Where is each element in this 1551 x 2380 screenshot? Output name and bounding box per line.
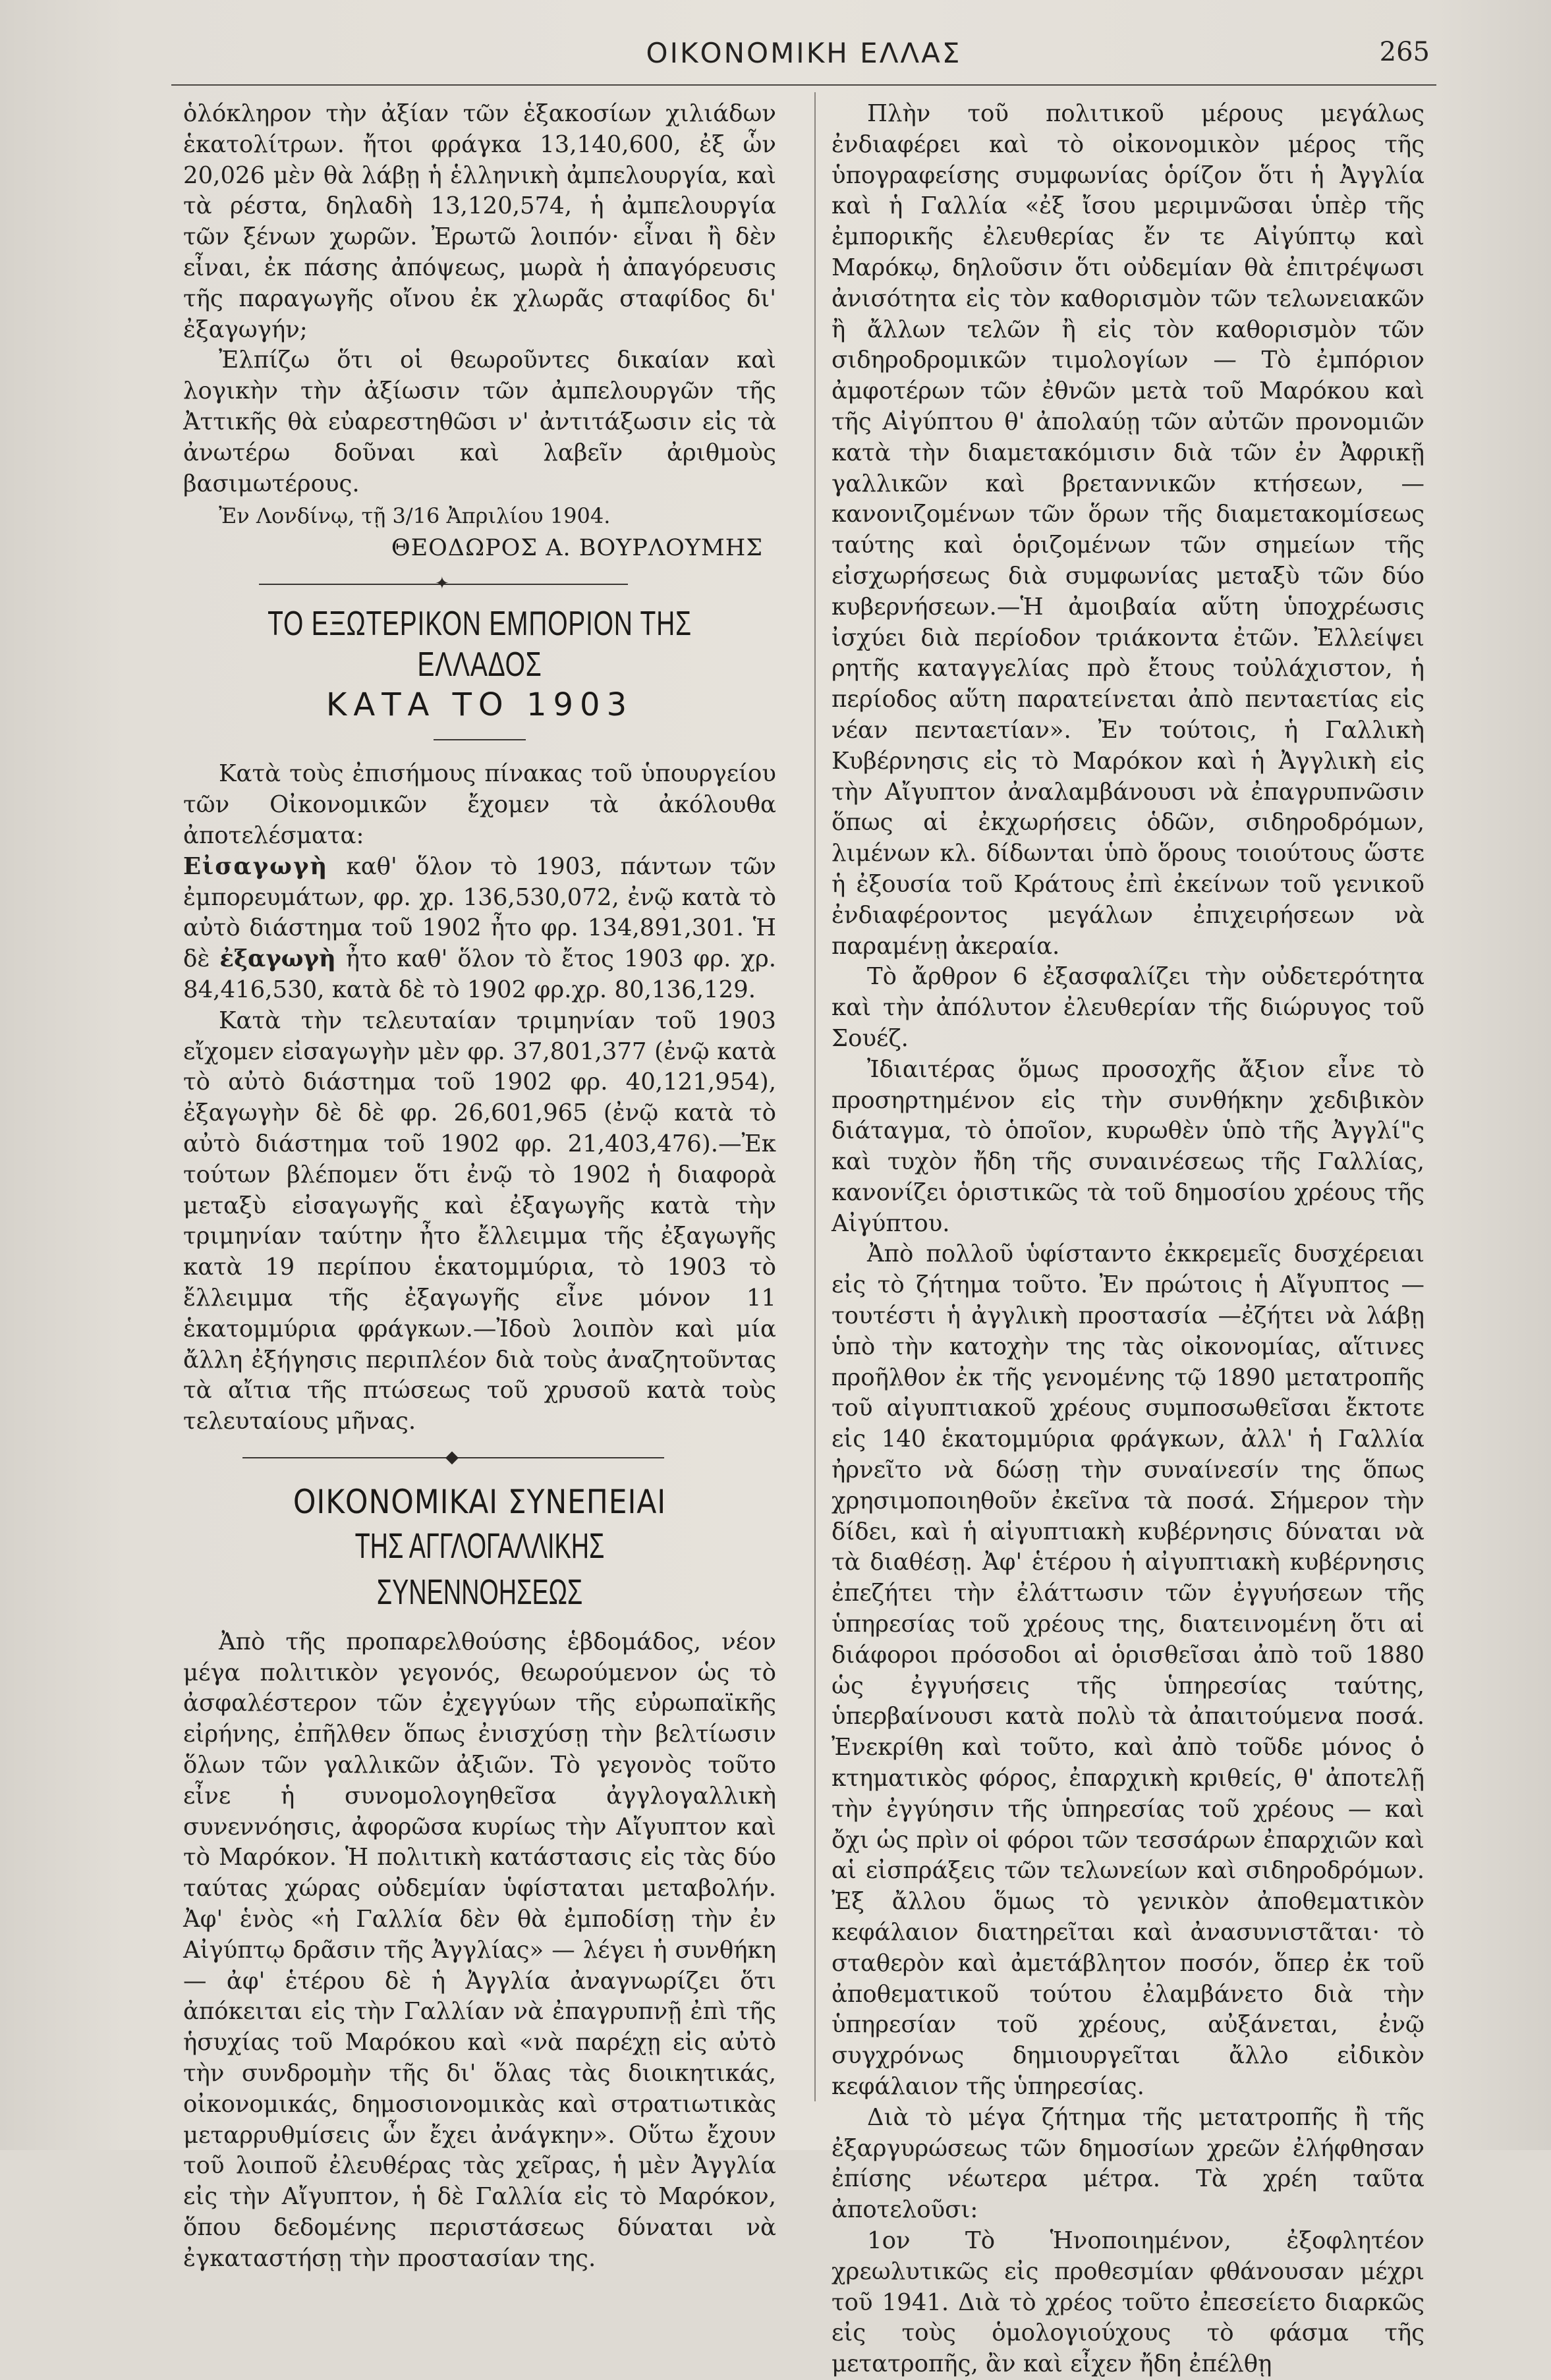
right-paragraph-3: Ἰδιαιτέρας ὅμως προσοχῆς ἄξιον εἶνε τὸ προσηρτημένον εἰς τὴν συνθήκην χεδιβικὸν διάταγμα, τὸ ὁποῖον, κυρωθὲν ὑπὸ τῆς Ἀγγλί"ς καὶ τυχὸν ἤδη τῆς συναινέσεως τῆς Γαλλίας, κανονίζει ὁριστικῶς τὰ τοῦ δημοσίου χρέους τῆς Αἰγύπτου. — [832, 1055, 1424, 1237]
article2-title-line2: ΤΗΣ ΑΓΓΛΟΓΑΛΛΙΚΗΣ ΣΥΝΕΝΝΟΗΣΕΩΣ — [354, 1526, 605, 1612]
right-paragraph-5: Διὰ τὸ μέγα ζήτημα τῆς μετατροπῆς ἢ τῆς ἐξαργυρώσεως τῶν δημοσίων χρεῶν ἐλήφθησαν ἐπίσης νέωτερα μέτρα. Τὰ χρέη ταῦτα ἀποτελοῦσι: — [832, 2103, 1424, 2224]
closing-paragraph: Ἐλπίζω ὅτι οἱ θεωροῦντες δικαίαν καὶ λογικὴν τὴν ἀξίωσιν τῶν ἀμπελουργῶν τῆς Ἀττικῆς θὰ εὐαρεστηθῶσι ν' ἀντιτάξωσιν εἰς τὰ ἀνωτέρω δοῦναι καὶ λαβεῖν ἀριθμοὺς βασιμωτέρους. — [183, 346, 776, 497]
article2-title-line1: ΟΙΚΟΝΟΜΙΚΑΙ ΣΥΝΕΠΕΙΑΙ — [293, 1482, 667, 1521]
article1-paragraph: Κατὰ τοὺς ἐπισήμους πίνακας τοῦ ὑπουργείου τῶν Οἰκονομικῶν ἔχομεν τὰ ἀκόλουθα ἀποτελέσματα: — [183, 760, 776, 849]
right-paragraph-6: 1ον Τὸ Ἡνοποιημένον, ἐξοφλητέον χρεωλυτικῶς εἰς προθεσμίαν φθάνουσαν μέχρι τοῦ 1941. Διὰ τὸ χρέος τοῦτο ἐπεσείετο διαρκῶς εἰς τοὺς ὁμολογιούχους τὸ φάσμα τῆς μετατροπῆς, ἂν καὶ εἶχεν ἤδη ἐπέλθῃ — [832, 2227, 1424, 2378]
article1-quarter-paragraph: Κατὰ τὴν τελευταίαν τριμηνίαν τοῦ 1903 εἴχομεν εἰσαγωγὴν μὲν φρ. 37,801,377 (ἐνῷ κατὰ τὸ αὐτὸ διάστημα τοῦ 1902 φρ. 40,121,954), ἐξαγωγὴν δὲ δὲ φρ. 26,601,965 (ἐνῷ κατὰ τὸ αὐτὸ διάστημα τοῦ 1902 φρ. 21,403,476).—Ἐκ τούτων βλέπομεν ὅτι ἐνῷ τὸ 1902 ἡ διαφορὰ μεταξὺ εἰσαγωγῆς καὶ ἐξαγωγῆς κατὰ τὴν τριμηνίαν ταύτην ἦτο ἔλλειμμα τῆς ἐξαγωγῆς κατὰ 19 περίπου ἑκατομμύρια, τὸ 1903 τὸ ἔλλειμμα τῆς ἐξαγωγῆς εἶνε μόνον 11 ἑκατομμύρια φράγκων.—Ἰδοὺ λοιπὸν καὶ μία ἄλλη ἐξήγησις περιπλέον διὰ τοὺς ἀναζητοῦντας τὰ αἴτια τῆς πτώσεως τοῦ χρυσοῦ κατὰ τοὺς τελευταίους μῆνας. — [183, 1007, 776, 1435]
continued-paragraph: ὁλόκληρον τὴν ἀξίαν τῶν ἑξακοσίων χιλιάδων ἑκατολίτρων. ἤτοι φράγκα 13,140,600, ἐξ ὧν 20,026 μὲν θὰ λάβῃ ἡ ἑλληνικὴ ἀμπελουργία, καὶ τὰ ρέστα, δηλαδὴ 13,120,574, ἡ ἀμπελουργία τῶν ξένων χωρῶν. Ἐρωτῶ λοιπόν· εἶναι ἢ δὲν εἶναι, ἐκ πάσης ἀπόψεως, μωρὰ ἡ ἀπαγόρευσις τῆς παραγωγῆς οἴνου ἐκ χλωρᾶς σταφίδος δι' ἐξαγωγήν; — [183, 100, 776, 343]
imports-lead: Εἰσαγωγὴ — [183, 852, 329, 880]
page-header — [171, 28, 1436, 80]
dateline: Ἐν Λονδίνῳ, τῇ 3/16 Ἀπριλίου 1904. — [219, 503, 611, 529]
section-separator — [183, 564, 776, 603]
article-title-line1: ΤΟ ΕΞΩΤΕΡΙΚΟΝ ΕΜΠΟΡΙΟΝ ΤΗΣ ΕΛΛΑΔΟΣ — [268, 605, 692, 684]
author-signature: ΘΕΟΔΩΡΟΣ Α. ΒΟΥΡΛΟΥΜΗΣ — [391, 535, 763, 562]
article2-paragraph: Ἀπὸ τῆς προπαρελθούσης ἑβδομάδος, νέον μέγα πολιτικὸν γεγονός, θεωρούμενον ὡς τὸ ἀσφαλέστερον τῶν ἐχεγγύων τῆς εὐρωπαϊκῆς εἰρήνης, ἐπῆλθεν ὅπως ἐνισχύσῃ τὴν βελτίωσιν ὅλων τῶν γαλλικῶν ἀξιῶν. Τὸ γεγονὸς τοῦτο εἶνε ἡ συνομολογηθεῖσα ἀγγλογαλλικὴ συνεννόησις, ἀφορῶσα κυρίως τὴν Αἴγυπτον καὶ τὸ Μαρόκον. Ἡ πολιτικὴ κατάστασις εἰς τὰς δύο ταύτας χώρας οὐδεμίαν ὑφίσταται μεταβολήν. Ἀφ' ἑνὸς «ἡ Γαλλία δὲν θὰ ἐμποδίσῃ τὴν ἐν Αἰγύπτῳ δρᾶσιν τῆς Ἀγγλίας» — λέγει ἡ συνθήκη — ἀφ' ἑτέρου δὲ ἡ Ἀγγλία ἀναγνωρίζει ὅτι ἀπόκειται εἰς τὴν Γαλλίαν νὰ ἐπαγρυπνῇ ἐπὶ τῆς ἡσυχίας τοῦ Μαρόκου καὶ «νὰ παρέχῃ εἰς αὐτὸ τὴν συνδρομὴν τῆς δι' ὅλας τὰς διοικητικάς, οἰκονομικάς, δημοσιονομικὰς καὶ στρατιωτικὰς μεταρρυθμίσεις ὧν ἔχει ἀνάγκην». Οὕτω ἔχουν τοῦ λοιποῦ ἐλευθέρας τὰς χεῖρας, ἡ μὲν Ἀγγλία εἰς τὴν Αἴγυπτον, ἡ δὲ Γαλλία εἰς τὸ Μαρόκον, ὅπου δεδομένης περιστάσεως δύναται νὰ ἐγκαταστήσῃ τὴν προστασίαν της. — [183, 1628, 776, 2272]
article-title-line2: ΚΑΤΑ ΤΟ 1903 — [325, 686, 634, 724]
section-separator-2 — [183, 1437, 776, 1477]
right-column — [832, 99, 1424, 2378]
exports-text: ἦτο καθ' ὅλον τὸ ἔτος 1903 φρ. χρ. 84,416,530, κατὰ δὲ τὸ 1902 φρ.χρ. 80,136,129. — [183, 945, 776, 1003]
article1-imports-paragraph — [183, 852, 776, 1006]
page-number: 265 — [1379, 37, 1430, 67]
exports-lead: ἐξαγωγὴ — [219, 945, 336, 973]
running-title: ΟΙΚΟΝΟΜΙΚΗ ΕΛΛΑΣ — [646, 37, 962, 69]
right-paragraph-4: Ἀπὸ πολλοῦ ὑφίσταντο ἐκκρεμεῖς δυσχέρειαι εἰς τὸ ζήτημα τοῦτο. Ἐν πρώτοις ἡ Αἴγυπτος — τουτέστι ἡ ἀγγλικὴ προστασία —ἐζήτει νὰ λάβῃ ὑπὸ τὴν κατοχὴν της τὰς οἰκονομίας, αἵτινες προῆλθον ἐκ τῆς γενομένης τῷ 1890 μετατροπῆς τοῦ αἰγυπτιακοῦ χρέους συμποσωθεῖσαι ἔκτοτε εἰς 140 ἑκατομμύρια φράγκων, ἀλλ' ἡ Γαλλία ἠρνεῖτο νὰ δώσῃ τὴν συναίνεσίν της ὅπως χρησιμοποιηθοῦν ἐκεῖνα τὰ ποσά. Σήμερον τὴν δίδει, καὶ ἡ αἰγυπτιακὴ κυβέρνησις δύναται νὰ τὰ διαθέσῃ. Ἀφ' ἑτέρου ἡ αἰγυπτιακὴ κυβέρνησις ἐπεζήτει τὴν ἐλάττωσιν τῶν ἐγγυήσεων τῆς ὑπηρεσίας τοῦ χρέους της, διατεινομένη ὅτι αἱ διάφοροι πρόσοδοι αἱ ὁρισθεῖσαι ἀπὸ τοῦ 1880 ὡς ἐγγυήσεις τῆς ὑπηρεσίας ταύτης, ὑπερβαίνουσι κατὰ πολὺ τὰ ἀπαιτούμενα ποσά. Ἐνεκρίθη καὶ τοῦτο, καὶ ἀπὸ τοῦδε μόνος ὁ κτηματικὸς φόρος, ἐπαρχικὴ κριθείς, θ' ἀποτελῇ τὴν ἐγγύησιν τῆς ὑπηρεσίας τοῦ χρέους — καὶ ὄχι ὡς πρὶν οἱ φόροι τῶν τεσσάρων ἐπαρχιῶν καὶ αἱ εἰσπράξεις τῶν τελωνείων καὶ σιδηροδρόμων. Ἐξ ἄλλου ὅμως τὸ γενικὸν ἀποθεματικὸν κεφάλαιον διατηρεῖται καὶ ἀνασυνιστᾶται· τὸ σταθερὸν καὶ ἀμετάβλητον ποσόν, ὅπερ ἐκ τοῦ ἀποθεματικοῦ τούτου ἐλαμβάνετο διὰ τὴν ὑπηρεσίαν τοῦ χρέους, αὐξάνεται, ἐνῷ συγχρόνως δημιουργεῖται ἄλλο εἰδικὸν κεφάλαιον τῆς ὑπηρεσίας. — [832, 1240, 1424, 2100]
right-paragraph-1: Πλὴν τοῦ πολιτικοῦ μέρους μεγάλως ἐνδιαφέρει καὶ τὸ οἰκονομικὸν μέρος τῆς ὑπογραφείσης συμφωνίας ὁρίζον ὅτι ἡ Ἀγγλία καὶ ἡ Γαλλία «ἐξ ἴσου μεριμνῶσαι ὑπὲρ τῆς ἐμπορικῆς ἐλευθερίας ἔν τε Αἰγύπτῳ καὶ Μαρόκῳ, δηλοῦσιν ὅτι οὐδεμίαν θὰ ἐπιτρέψωσι ἀνισότητα εἰς τὸν καθορισμὸν τῶν τελωνειακῶν ἢ ἄλλων τελῶν ἢ εἰς τὸν καθορισμὸν τῶν σιδηροδρομικῶν τιμολογίων — Τὸ ἐμπόριον ἀμφοτέρων τῶν ἐθνῶν μετὰ τοῦ Μαρόκου καὶ τῆς Αἰγύπτου θ' ἀπολαύῃ τῶν αὐτῶν προνομιῶν κατὰ τὴν διαμετακόμισιν διὰ τῶν ἐν Ἀφρικῇ γαλλικῶν καὶ βρεταννικῶν κτήσεων, —κανονιζομένων τῶν ὅρων τῆς διαμετακομίσεως ταύτης καὶ ὁριζομένων τῶν σημείων τῆς εἰσχωρήσεως διὰ συμφωνίας μεταξὺ τῶν δύο κυβερνήσεων.—Ἡ ἀμοιβαία αὕτη ὑποχρέωσις ἰσχύει διὰ περίοδον τριάκοντα ἐτῶν. Ἐλλείψει ρητῆς καταγγελίας πρὸ ἔτους τοὐλάχιστον, ἡ περίοδος αὕτη παρατείνεται ἀπὸ πενταετίας εἰς νέαν πενταετίαν». Ἐν τούτοις, ἡ Γαλλικὴ Κυβέρνησις εἰς τὸ Μαρόκον καὶ ἡ Ἀγγλικὴ εἰς τὴν Αἴγυπτον ἀναλαμβάνουσι νὰ ἐπαγρυπνῶσιν ὅπως αἱ ἐκχωρήσεις ὁδῶν, σιδηροδρόμων, λιμένων κλ. δίδωνται ὑπὸ ὅρους τοιούτους ὥστε ἡ ἐξουσία τοῦ Κράτους ἐπὶ ἐκείνων τοῦ γενικοῦ ἐνδιαφέροντος μεγάλων ἐπιχειρήσεων νὰ παραμένῃ ἀκεραία. — [832, 100, 1424, 960]
left-column — [183, 99, 776, 2272]
separator-ornament: ◆ — [445, 1447, 459, 1467]
column-divider — [814, 92, 816, 2101]
title-rule — [434, 739, 526, 740]
right-paragraph-2: Τὸ ἄρθρον 6 ἐξασφαλίζει τὴν οὐδετερότητα καὶ τὴν ἀπόλυτον ἐλευθερίαν τῆς διώρυγος τοῦ Σουέζ. — [832, 963, 1424, 1052]
imports-text: καθ' ὅλον τὸ 1903, πάντων τῶν ἐμπορευμάτων, φρ. χρ. 136,530,072, ἐνῷ κατὰ τὸ αὐτὸ διάστημα τοῦ 1902 ἦτο φρ. 134,891,301. Ἡ δὲ — [183, 852, 776, 973]
header-rule — [171, 84, 1436, 86]
separator-ornament: ✦ — [435, 574, 449, 594]
